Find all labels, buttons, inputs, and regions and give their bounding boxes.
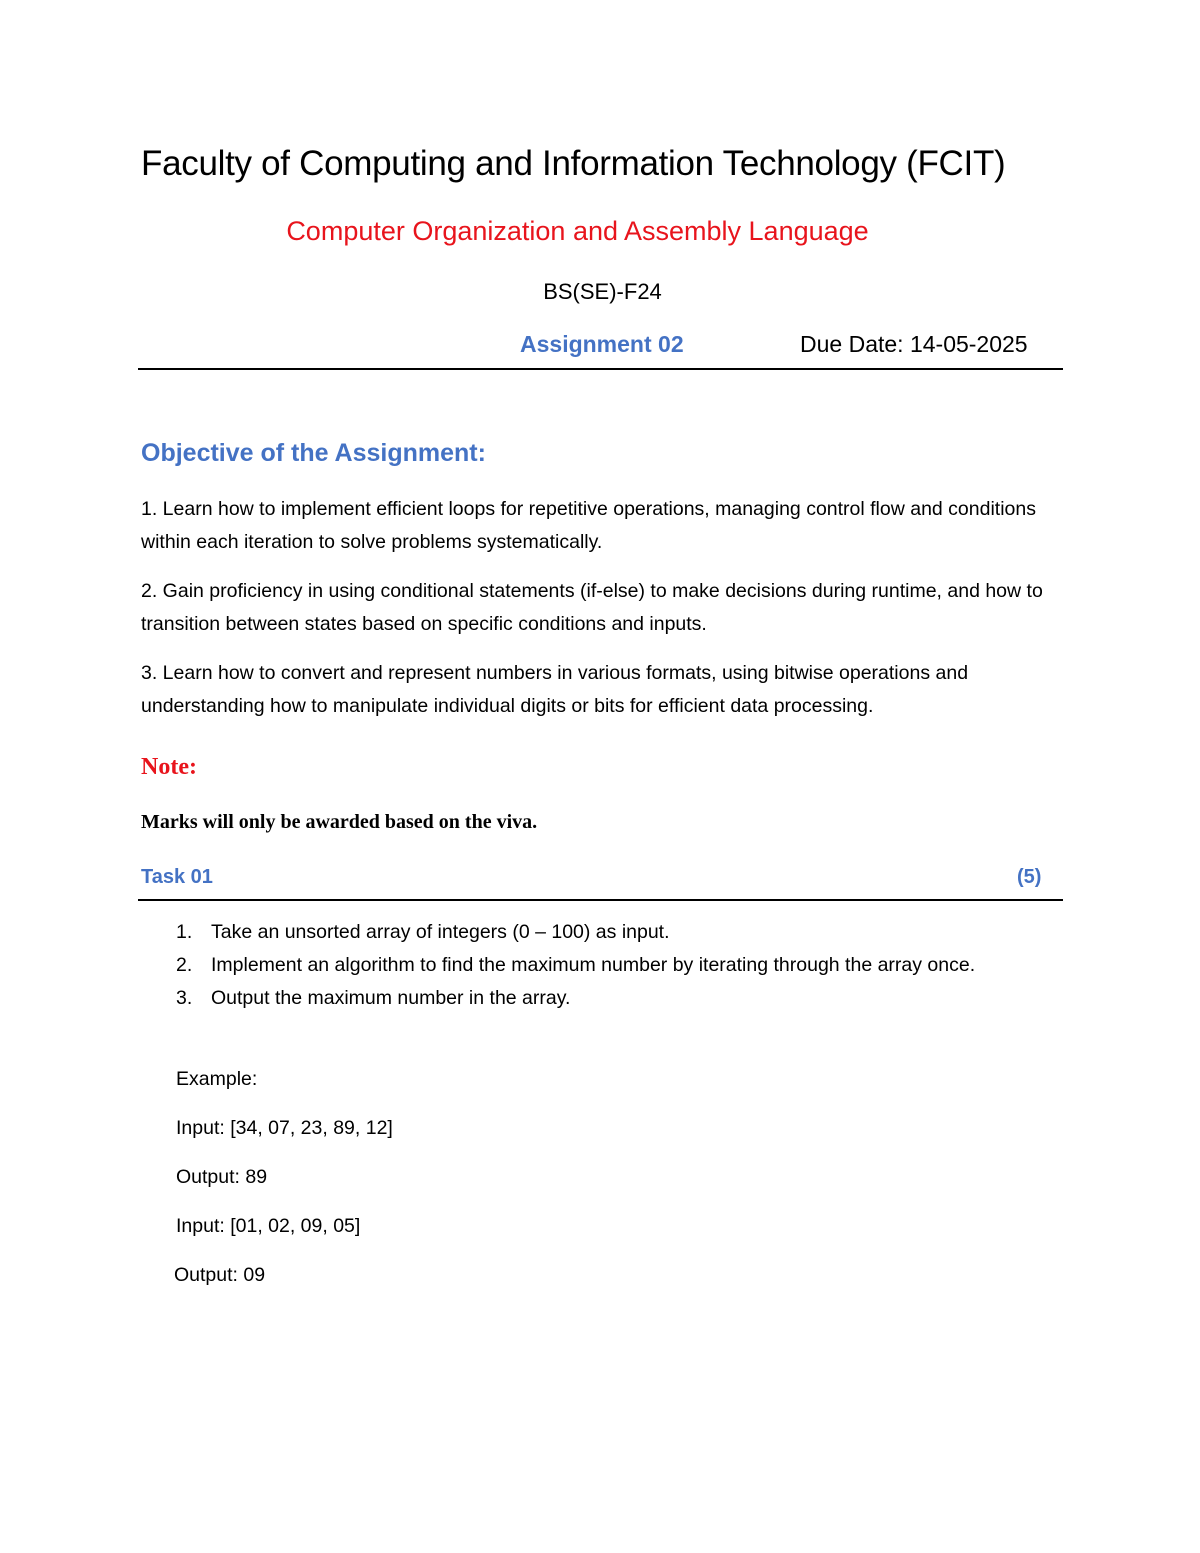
task-steps (176, 916, 1046, 1015)
objective-heading: Objective of the Assignment: (141, 439, 486, 467)
task-divider (138, 899, 1063, 901)
note-label: Note: (141, 754, 197, 780)
step-text: Output the maximum number in the array. (211, 987, 571, 1009)
objective-item-2 (141, 575, 1066, 641)
objective-item-1 (141, 493, 1066, 559)
example-input-2: Input: [01, 02, 09, 05] (176, 1215, 361, 1237)
course-title: Computer Organization and Assembly Language (286, 216, 869, 246)
step-text: Implement an algorithm to find the maximum number by iterating through the array once. (211, 954, 976, 976)
header-divider (138, 368, 1063, 370)
task-marks: (5) (1017, 866, 1042, 888)
step-number: 1. (176, 921, 193, 943)
list-item (176, 949, 1046, 982)
note-text: Marks will only be awarded based on the viva. (141, 811, 538, 833)
objective-item-3 (141, 657, 1066, 723)
step-number: 3. (176, 987, 193, 1009)
step-text: Take an unsorted array of integers (0 – 100) as input. (211, 921, 670, 943)
program-code: BS(SE)-F24 (543, 279, 662, 304)
example-output-1: Output: 89 (176, 1166, 268, 1188)
objective-item-text: 1. Learn how to implement efficient loops for repetitive operations, managing control flow and conditions within each iteration to solve problems systematically. (141, 498, 1036, 553)
step-number: 2. (176, 954, 193, 976)
list-item (176, 916, 1046, 949)
example-input-1: Input: [34, 07, 23, 89, 12] (176, 1117, 393, 1139)
due-date: Due Date: 14-05-2025 (800, 331, 1028, 357)
task-label: Task 01 (141, 866, 213, 888)
list-item (176, 982, 1046, 1015)
example-output-2: Output: 09 (174, 1264, 266, 1286)
objective-item-text: 2. Gain proficiency in using conditional statements (if-else) to make decisions during runtime, and how to transition between states based on specific conditions and inputs. (141, 580, 1043, 635)
example-label: Example: (176, 1068, 258, 1090)
faculty-title: Faculty of Computing and Information Technology (FCIT) (141, 144, 1006, 183)
objective-item-text: 3. Learn how to convert and represent numbers in various formats, using bitwise operations and understanding how to manipulate individual digits or bits for efficient data processing. (141, 662, 969, 717)
assignment-number: Assignment 02 (520, 331, 684, 357)
